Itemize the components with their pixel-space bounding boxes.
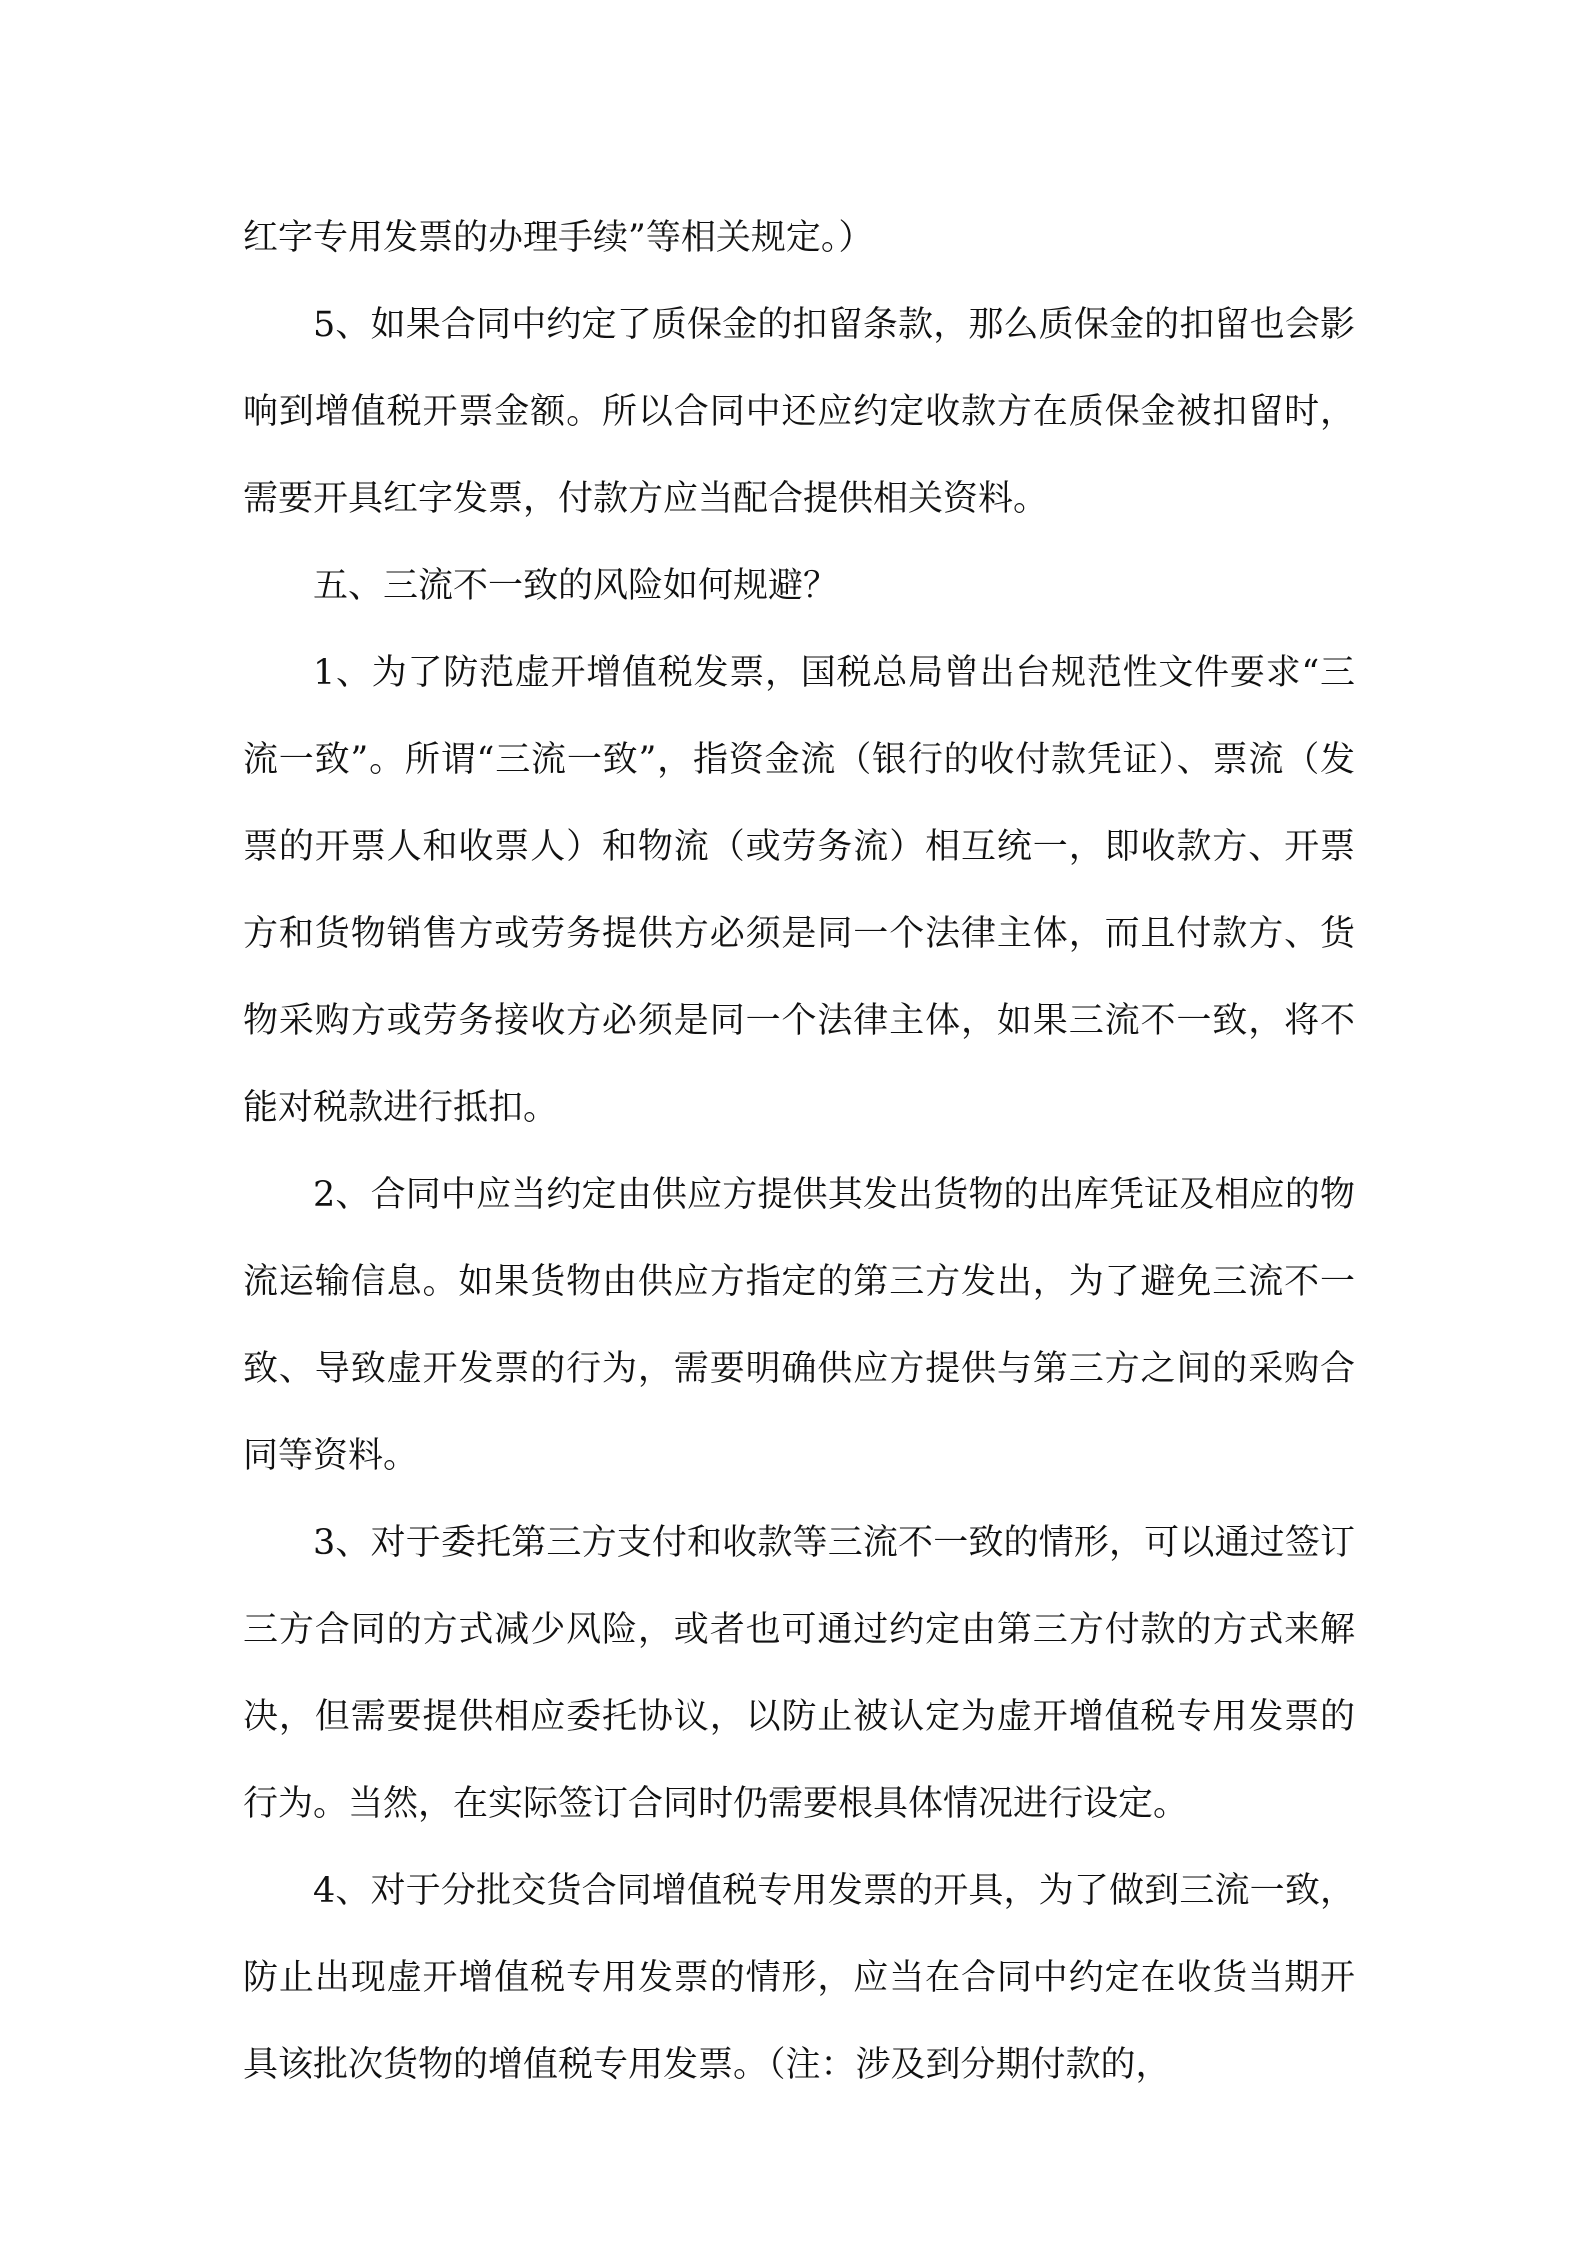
paragraph-item-1: 1、为了防范虚开增值税发票，国税总局曾出台规范性文件要求“三流一致”。所谓“三流一致”，指资金流（银行的收付款凭证）、票流（发票的开票人和收票人）和物流（或劳务流）相互统一，即收款方、开票方和货物销售方或劳务提供方必须是同一个法律主体，而且付款方、货物采购方或劳务接收方必须是同一个法律主体，如果三流不一致，将不能对税款进行抵扣。	[243, 653, 1355, 1128]
paragraph-item-2: 2、合同中应当约定由供应方提供其发出货物的出库凭证及相应的物流运输信息。如果货物由供应方指定的第三方发出，为了避免三流不一致、导致虚开发票的行为，需要明确供应方提供与第三方之间的采购合同等资料。	[243, 1175, 1355, 1476]
paragraph-item-3: 3、对于委托第三方支付和收款等三流不一致的情形，可以通过签订三方合同的方式减少风险，或者也可通过约定由第三方付款的方式来解决，但需要提供相应委托协议，以防止被认定为虚开增值税专用发票的行为。当然，在实际签订合同时仍需要根具体情况进行设定。	[243, 1523, 1355, 1824]
section-heading-five: 五、三流不一致的风险如何规避？	[313, 566, 839, 606]
paragraph-continuation: 红字专用发票的办理手续”等相关规定。）	[243, 218, 874, 258]
paragraph-item-5: 5、如果合同中约定了质保金的扣留条款，那么质保金的扣留也会影响到增值税开票金额。所以合同中还应约定收款方在质保金被扣留时，需要开具红字发票，付款方应当配合提供相关资料。	[243, 305, 1355, 519]
paragraph-item-4: 4、对于分批交货合同增值税专用发票的开具，为了做到三流一致，防止出现虚开增值税专用发票的情形，应当在合同中约定在收货当期开具该批次货物的增值税专用发票。（注：涉及到分期付款的，	[243, 1871, 1355, 2085]
document-body	[243, 195, 1355, 2109]
